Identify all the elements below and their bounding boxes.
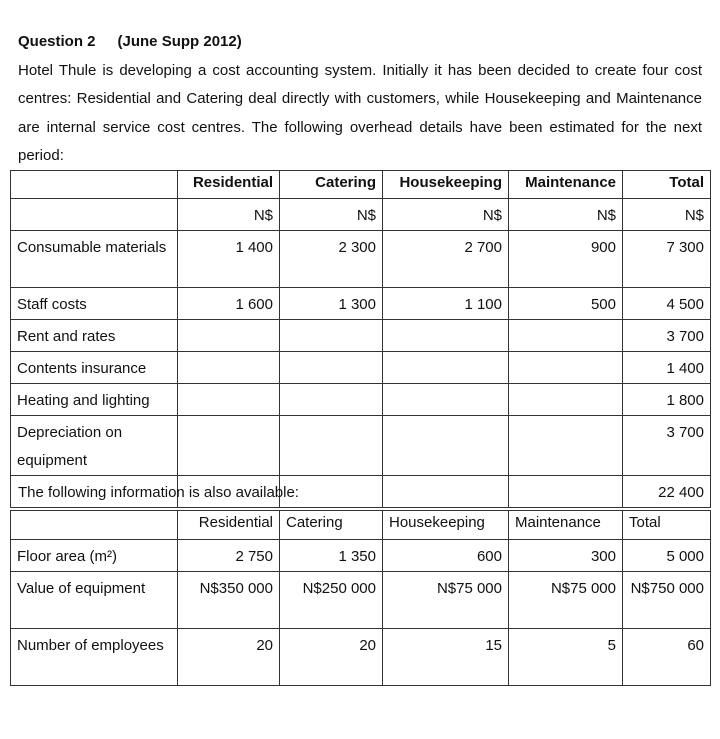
header-cell: Catering [280,171,383,199]
header-cell [11,511,178,540]
cell: N$250 000 [280,572,383,629]
cell [178,384,280,416]
table-row [11,384,711,416]
header-cell: Residential [178,511,280,540]
cell: N$750 000 [623,572,711,629]
table-row [11,572,711,629]
header-cell: Total [623,171,711,199]
row-label: Heating and lighting [11,384,178,416]
cell [178,352,280,384]
currency-cell: N$ [280,199,383,231]
cell [280,416,383,476]
currency-cell: N$ [178,199,280,231]
currency-row [11,199,711,231]
cell: 15 [383,629,509,686]
cell [383,320,509,352]
cell: 1 400 [623,352,711,384]
cell: 2 300 [280,231,383,288]
table-row [11,352,711,384]
cell: N$75 000 [383,572,509,629]
cell: 5 [509,629,623,686]
cell: 2 700 [383,231,509,288]
info-table [10,510,711,686]
cell: 2 750 [178,540,280,572]
question-heading [18,33,242,50]
cell: 7 300 [623,231,711,288]
cell [280,384,383,416]
question-number: Question 2 [18,33,96,50]
header-cell: Housekeeping [383,171,509,199]
intro-paragraph: Hotel Thule is developing a cost accounting system. Initially it has been decided to create four cost centres: Residential and Catering deal directly with customers, while Housekeeping and Maintenance are internal service cost centres. The following overhead details have been estimated for the next period: [18,62,702,165]
cell: 1 350 [280,540,383,572]
row-label: Value of equipment [11,572,178,629]
cell [280,352,383,384]
empty-cell [383,476,509,508]
cell: 1 600 [178,288,280,320]
header-cell: Catering [280,511,383,540]
cell: 3 700 [623,320,711,352]
currency-cell: N$ [383,199,509,231]
cell: 600 [383,540,509,572]
table-row [11,629,711,686]
table-row [11,320,711,352]
overheads-header-row [11,171,711,199]
cell: 500 [509,288,623,320]
cell [280,320,383,352]
cell [383,384,509,416]
empty-cell [509,476,623,508]
cell [509,320,623,352]
row-label: Contents insurance [11,352,178,384]
cell: 1 300 [280,288,383,320]
info-header-row [11,511,711,540]
cell: 60 [623,629,711,686]
question-source: (June Supp 2012) [117,33,242,50]
overheads-table [10,170,711,508]
currency-cell: N$ [509,199,623,231]
cell [509,352,623,384]
header-cell: Total [623,511,711,540]
cell: 1 400 [178,231,280,288]
header-cell: Housekeeping [383,511,509,540]
table-row [11,416,711,476]
row-label: Depreciation on equipment [11,416,178,476]
header-cell: Maintenance [509,171,623,199]
cell: 1 100 [383,288,509,320]
header-cell [11,171,178,199]
currency-cell: N$ [623,199,711,231]
cell: 3 700 [623,416,711,476]
cell [178,320,280,352]
cell: 4 500 [623,288,711,320]
additional-info-intro: The following information is also available: [18,484,299,501]
row-label: Floor area (m²) [11,540,178,572]
cell: 900 [509,231,623,288]
cell: 300 [509,540,623,572]
cell [383,352,509,384]
cell: 5 000 [623,540,711,572]
cell: 20 [280,629,383,686]
row-label: Consumable materials [11,231,178,288]
table-row [11,231,711,288]
currency-cell [11,199,178,231]
cell [178,416,280,476]
cell [509,416,623,476]
header-cell: Residential [178,171,280,199]
row-label: Staff costs [11,288,178,320]
table-row [11,288,711,320]
table-row [11,540,711,572]
cell: N$75 000 [509,572,623,629]
cell: N$350 000 [178,572,280,629]
row-label: Number of employees [11,629,178,686]
row-label: Rent and rates [11,320,178,352]
cell: 20 [178,629,280,686]
cell [383,416,509,476]
grand-total-cell: 22 400 [623,476,711,508]
cell: 1 800 [623,384,711,416]
cell [509,384,623,416]
header-cell: Maintenance [509,511,623,540]
